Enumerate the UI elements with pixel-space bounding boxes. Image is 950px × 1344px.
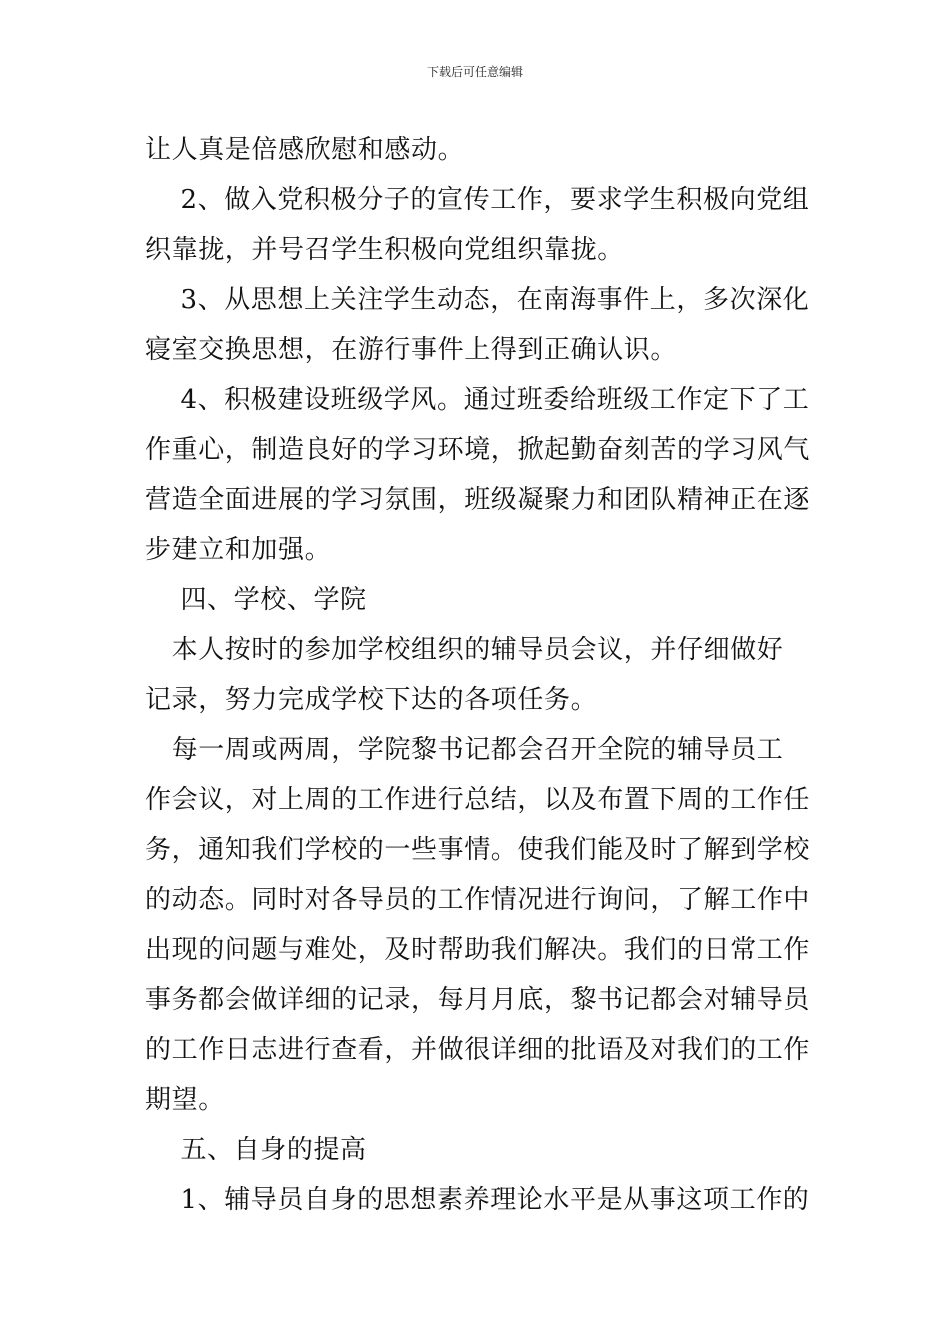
text-line: 作重心，制造良好的学习环境，掀起勤奋刻苦的学习风气 xyxy=(145,435,811,465)
text-line: 3、从思想上关注学生动态，在南海事件上，多次深化 xyxy=(145,285,810,315)
page-header: 下载后可任意编辑 xyxy=(426,65,523,79)
text-line: 期望。 xyxy=(145,1085,225,1115)
text-line: 每一周或两周，学院黎书记都会召开全院的辅导员工 xyxy=(145,735,784,765)
text-line: 本人按时的参加学校组织的辅导员会议，并仔细做好 xyxy=(145,635,784,665)
text-line: 出现的问题与难处，及时帮助我们解决。我们的日常工作 xyxy=(145,935,811,965)
text-line: 务，通知我们学校的一些事情。使我们能及时了解到学校 xyxy=(145,835,811,865)
text-line: 记录，努力完成学校下达的各项任务。 xyxy=(145,685,598,715)
text-line: 2、做入党积极分子的宣传工作，要求学生积极向党组 xyxy=(145,185,810,215)
text-line: 4、积极建设班级学风。通过班委给班级工作定下了工 xyxy=(145,385,810,415)
text-line: 作会议，对上周的工作进行总结，以及布置下周的工作任 xyxy=(145,785,811,815)
text-line: 1、辅导员自身的思想素养理论水平是从事这项工作的 xyxy=(145,1185,810,1215)
text-line: 寝室交换思想，在游行事件上得到正确认识。 xyxy=(145,335,678,365)
text-line: 织靠拢，并号召学生积极向党组织靠拢。 xyxy=(145,235,624,265)
text-line: 五、自身的提高 xyxy=(145,1135,367,1165)
text-line: 营造全面进展的学习氛围，班级凝聚力和团队精神正在逐 xyxy=(145,485,811,515)
text-line: 的工作日志进行查看，并做很详细的批语及对我们的工作 xyxy=(145,1035,811,1065)
text-line: 的动态。同时对各导员的工作情况进行询问，了解工作中 xyxy=(145,885,811,915)
text-line: 四、学校、学院 xyxy=(145,585,367,615)
text-line: 步建立和加强。 xyxy=(145,535,332,565)
text-line: 让人真是倍感欣慰和感动。 xyxy=(145,135,465,165)
text-line: 事务都会做详细的记录，每月月底，黎书记都会对辅导员 xyxy=(145,985,811,1015)
